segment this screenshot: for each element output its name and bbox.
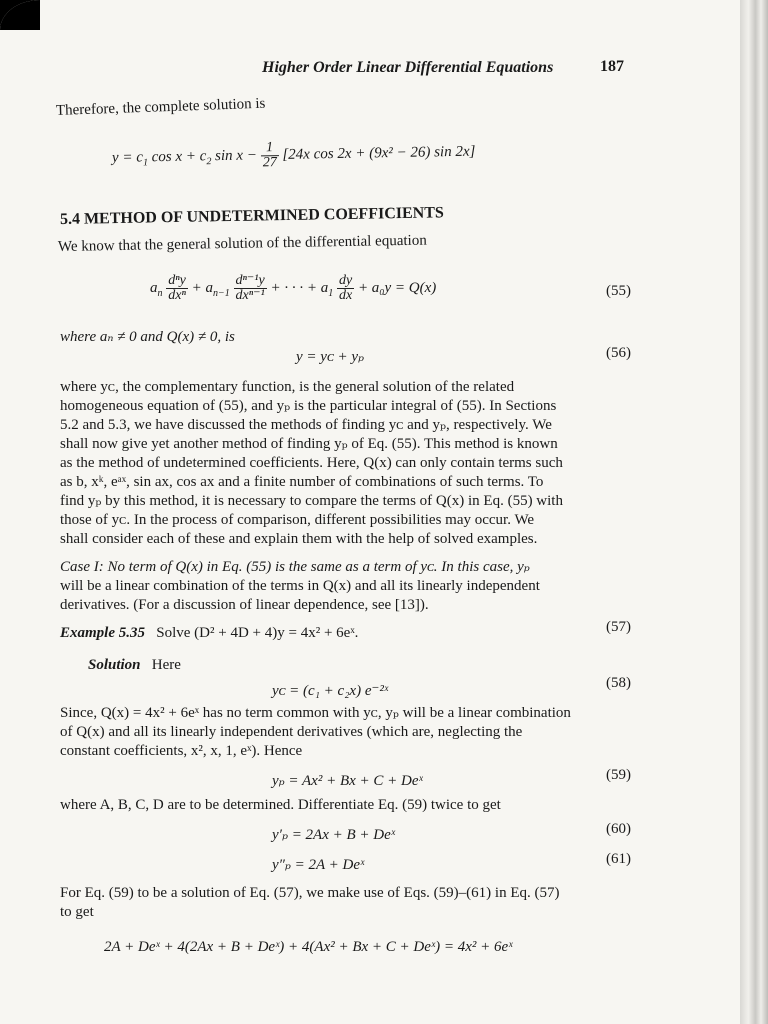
section-number: 5.4 [59, 210, 81, 228]
paragraph-line: shall consider each of these and explain them with the help of solved examples. [60, 531, 538, 547]
example-label: Example 5.35 [60, 625, 145, 641]
intro-text: Therefore, the complete solution is [55, 95, 266, 119]
condition-text: where aₙ ≠ 0 and Q(x) ≠ 0, is [60, 329, 235, 345]
paragraph-line: find yₚ by this method, it is necessary to compare the terms of Q(x) in Eq. (55) with [60, 493, 563, 509]
paragraph-line: to get [60, 904, 94, 920]
paragraph-line: shall now give yet another method of finding yₚ of Eq. (55). This method is known [60, 436, 558, 452]
paragraph-differentiate: where A, B, C, D are to be determined. Differentiate Eq. (59) twice to get [60, 797, 501, 813]
equation-61: y″ₚ = 2A + Deˣ [272, 857, 365, 873]
solution-label: Solution [88, 657, 141, 673]
paragraph-line: of Q(x) and all its linearly independent derivatives (which are, neglecting the [60, 724, 523, 740]
page-edge-stack [740, 0, 768, 1024]
section-title: METHOD OF UNDETERMINED COEFFICIENTS [83, 204, 444, 228]
equation-61-label: (61) [606, 851, 631, 867]
running-title: Higher Order Linear Differential Equations [262, 59, 554, 76]
paragraph-line: as the method of undetermined coefficients. Here, Q(x) can only contain terms such [60, 455, 563, 471]
paragraph-line: 5.2 and 5.3, we have discussed the methods of finding yᴄ and yₚ, respectively. We [60, 417, 552, 433]
paragraph-line: will be a linear combination of the terms in Q(x) and all its linearly independent [60, 578, 540, 594]
complete-solution-equation: $y = c_1$ $\cos x + c_2$ sin x − $\frac{1}{27}$ [24x cos 2x + (9x² − 26) sin 2x] [111, 140, 476, 171]
paragraph-line: where yᴄ, the complementary function, is the general solution of the related [60, 379, 515, 395]
paragraph-line: those of yᴄ. In the process of comparison, different possibilities may occur. We [60, 512, 535, 528]
section-heading [60, 205, 444, 228]
paragraph-line: as b, xᵏ, eᵃˣ, sin ax, cos ax and a finite number of combinations of such terms. To [60, 474, 544, 490]
paragraph-line: derivatives. (For a discussion of linear dependence, see [13]). [60, 597, 429, 613]
page-number: 187 [600, 58, 624, 75]
paragraph-line: constant coefficients, x², x, 1, eˣ). Hence [60, 743, 303, 759]
final-equation: 2A + Deˣ + 4(2Ax + B + Deˣ) + 4(Ax² + Bx + C + Deˣ) = 4x² + 6eˣ [104, 939, 513, 955]
equation-57-label: (57) [606, 619, 631, 635]
equation-58-label: (58) [606, 675, 631, 691]
equation-55-label: (55) [606, 283, 631, 299]
equation-59-label: (59) [606, 767, 631, 783]
paragraph-line: Since, Q(x) = 4x² + 6eˣ has no term common with yᴄ, yₚ will be a linear combination [60, 705, 571, 721]
example-problem: Solve (D² + 4D + 4)y = 4x² + 6eˣ. [156, 625, 359, 641]
equation-60: y′ₚ = 2Ax + B + Deˣ [272, 827, 396, 843]
section-intro: We know that the general solution of the differential equation [57, 232, 427, 255]
equation-56: y = yᴄ + yₚ [296, 349, 364, 365]
equation-59: yₚ = Ax² + Bx + C + Deˣ [272, 773, 423, 789]
paragraph-line: For Eq. (59) to be a solution of Eq. (57), we make use of Eqs. (59)–(61) in Eq. (57) [60, 885, 560, 901]
equation-55: $a_n$ $\frac{\text{dⁿy}}{\text{dxⁿ}}$ + $a_{n-1}$ $\frac{\text{dⁿ⁻¹y}}{\text{dxⁿ⁻¹}}$ + · · · + $a_1$ $\frac{dy}{dx}$ + a₀y = Q(x) [150, 273, 437, 303]
page-corner-shadow [0, 0, 40, 30]
equation-58: yᴄ = (c₁ + c₂x) e⁻²ˣ [272, 683, 389, 699]
paragraph-line: Case I: No term of Q(x) in Eq. (55) is the same as a term of yᴄ. In this case, yₚ [60, 559, 530, 575]
example-line [60, 626, 358, 641]
paragraph-line: homogeneous equation of (55), and yₚ is the particular integral of (55). In Sections [60, 398, 557, 414]
solution-line: Solution Here [88, 657, 181, 673]
equation-60-label: (60) [606, 821, 631, 837]
equation-56-label: (56) [606, 345, 631, 361]
